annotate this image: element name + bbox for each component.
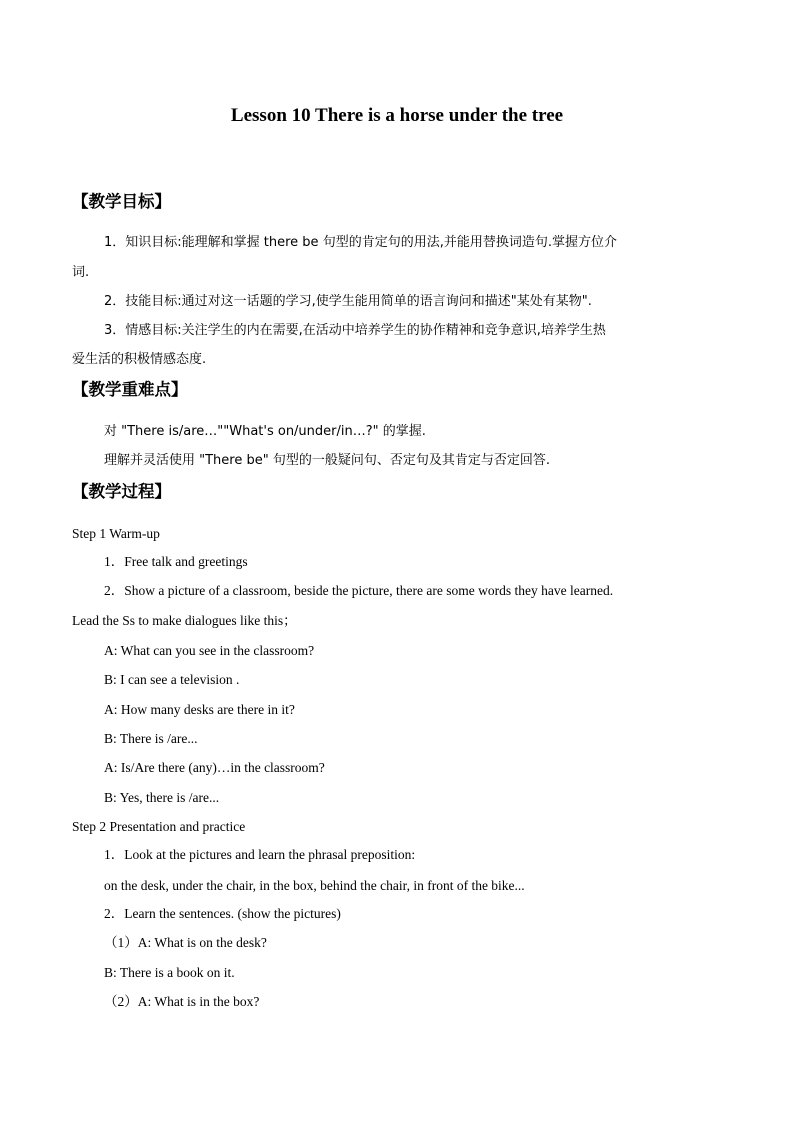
step1-title: Step 1 Warm-up — [72, 526, 160, 541]
dialogue-line-5: A: Is/Are there (any)…in the classroom? — [104, 760, 325, 775]
step1-item1: 1．Free talk and greetings — [104, 554, 248, 569]
objective-knowledge-cont: 词. — [72, 265, 90, 280]
step1-item2: 2．Show a picture of a classroom, beside the picture, there are some words they have learned. — [104, 583, 614, 598]
step2-phrases: on the desk, under the chair, in the box, behind the chair, in front of the bike... — [104, 878, 525, 893]
heading-objectives: 【教学目标】 — [72, 192, 171, 211]
step2-item1: 1．Look at the pictures and learn the phrasal preposition: — [104, 847, 416, 862]
objective-emotion-cont: 爱生活的积极情感态度. — [72, 352, 207, 367]
step1-item2-cont: Lead the Ss to make dialogues like this； — [72, 613, 297, 628]
heading-key-points: 【教学重难点】 — [72, 380, 188, 399]
question-1: （1）A: What is on the desk? — [104, 935, 267, 950]
objective-emotion: 3．情感目标:关注学生的内在需要,在活动中培养学生的协作精神和竞争意识,培养学生热 — [104, 323, 606, 338]
objective-skill: 2．技能目标:通过对这一话题的学习,使学生能用简单的语言询问和描述"某处有某物". — [104, 294, 592, 309]
question-2: （2）A: What is in the box? — [104, 994, 260, 1009]
dialogue-line-6: B: Yes, there is /are... — [104, 790, 220, 805]
answer-1: B: There is a book on it. — [104, 965, 235, 980]
dialogue-line-2: B: I can see a television . — [104, 672, 240, 687]
dialogue-line-3: A: How many desks are there in it? — [104, 702, 295, 717]
objective-knowledge: 1．知识目标:能理解和掌握 there be 句型的肯定句的用法,并能用替换词造句.掌握方位介 — [104, 235, 617, 250]
dialogue-line-4: B: There is /are... — [104, 731, 198, 746]
step2-item2: 2．Learn the sentences. (show the pictures) — [104, 906, 341, 921]
step2-title: Step 2 Presentation and practice — [72, 819, 246, 834]
page-title: Lesson 10 There is a horse under the tree — [230, 105, 564, 126]
key-point-1: 对 "There is/are…""What's on/under/in…?" 的掌握. — [104, 424, 426, 439]
heading-process: 【教学过程】 — [72, 482, 171, 501]
dialogue-line-1: A: What can you see in the classroom? — [104, 643, 315, 658]
key-point-2: 理解并灵活使用 "There be" 句型的一般疑问句、否定句及其肯定与否定回答. — [104, 453, 550, 468]
